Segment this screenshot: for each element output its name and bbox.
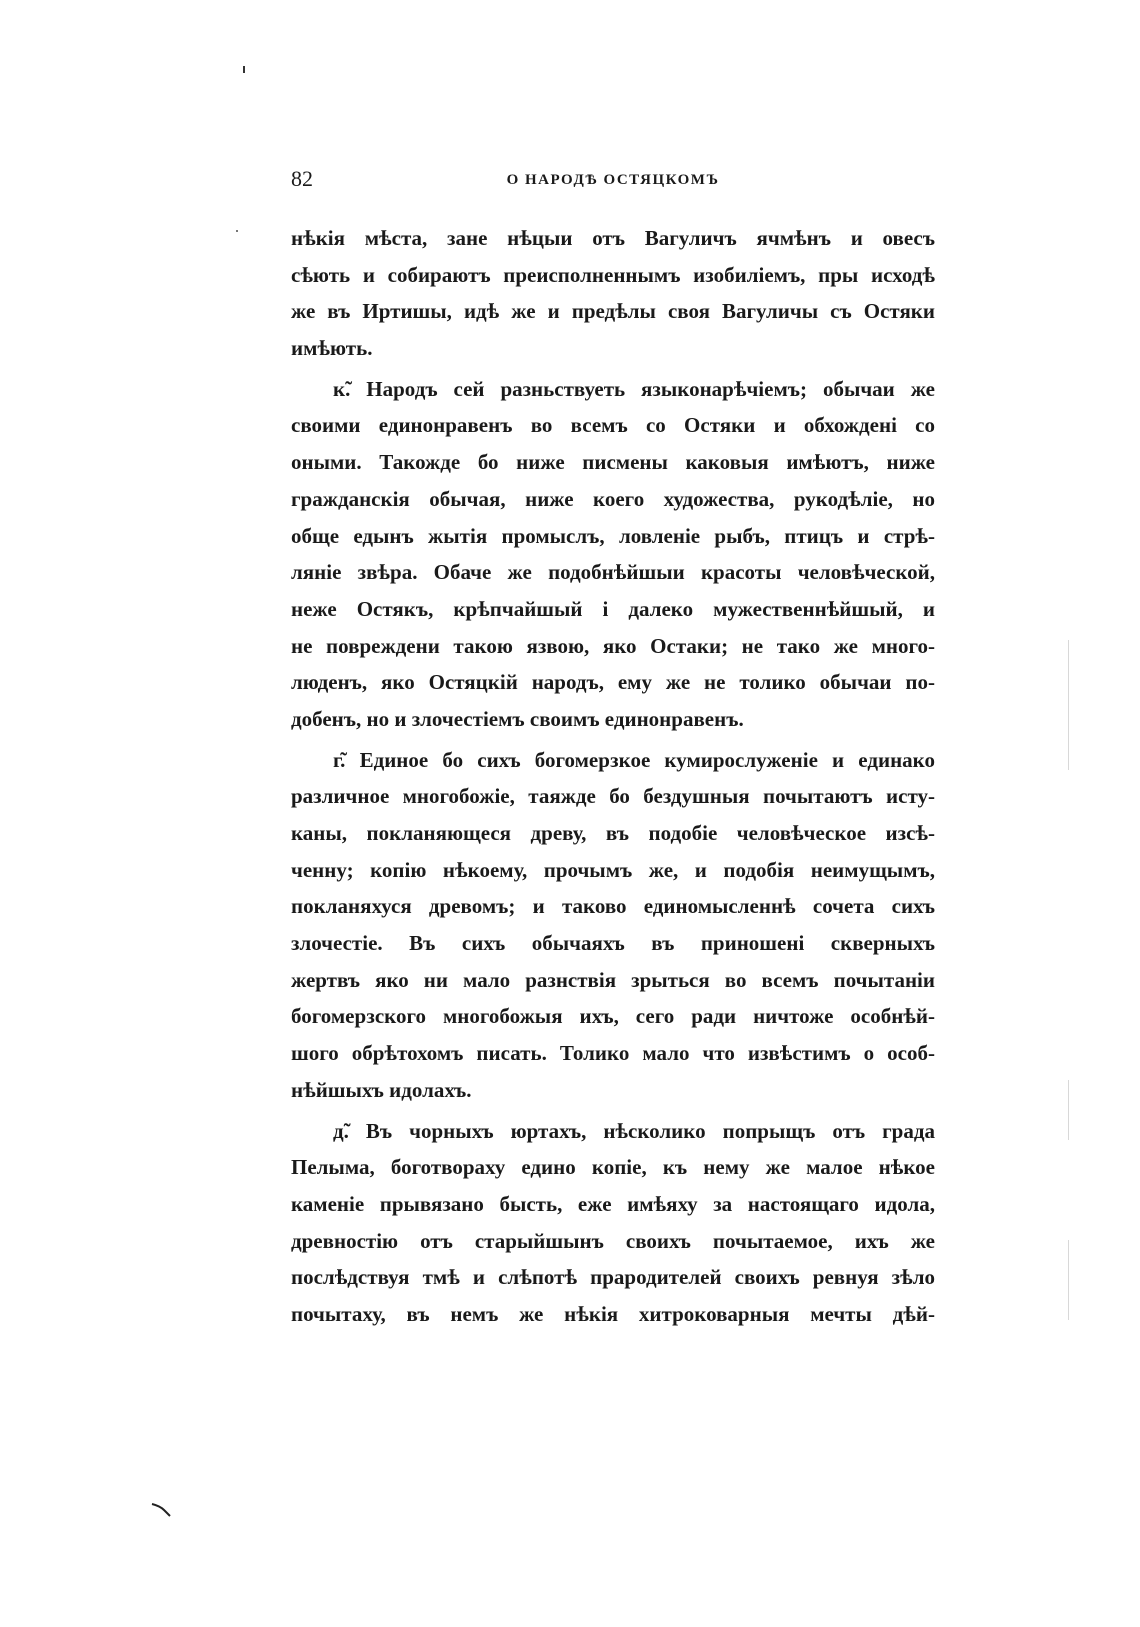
text-line: шого обрѣтохомъ писать. Толико мало что извѣстимъ о особ- bbox=[291, 1041, 935, 1066]
paragraph bbox=[291, 220, 935, 367]
text-line: д̃. Въ чорныхъ юртахъ, нѣсколико попрыщъ отъ града bbox=[333, 1118, 935, 1143]
text-line: к̃. Народъ сей разньствуеть языконарѣчіемъ; обычаи же bbox=[333, 376, 935, 401]
text-line: сѣють и собираютъ преисполненнымъ изобиліемъ, пры исходѣ bbox=[291, 262, 935, 287]
paragraph bbox=[291, 742, 935, 1109]
text-line: добенъ, но и злочестіемъ своимъ единонравенъ. bbox=[291, 706, 744, 731]
text-line: злочестіе. Въ сихъ обычаяхъ въ приношені скверныхъ bbox=[291, 931, 935, 956]
scan-edge-shadow bbox=[1068, 1240, 1069, 1320]
paragraph bbox=[291, 1113, 935, 1333]
text-line: древностію отъ старыйшынъ своихъ почытаемое, ихъ же bbox=[291, 1228, 935, 1253]
text-line: богомерзского многобожыя ихъ, сего ради ничтоже особнѣй- bbox=[291, 1004, 935, 1029]
text-line: нѣйшыхъ идолахъ. bbox=[291, 1077, 472, 1102]
text-line: гражданскія обычая, ниже коего художества, рукодѣліе, но bbox=[291, 486, 935, 511]
scan-speck bbox=[236, 230, 238, 232]
text-line: люденъ, яко Остяцкій народъ, ему же не толико обычаи по- bbox=[291, 670, 935, 695]
text-line: каны, покланяющеся древу, въ подобіе человѣческое изсѣ- bbox=[291, 821, 935, 845]
text-line: Пелыма, боготвораху едино копіе, къ нему же малое нѣкое bbox=[291, 1155, 935, 1180]
text-line: неже Остякъ, крѣпчайшый і далеко мужественнѣйшый, и bbox=[291, 596, 935, 621]
page-number: 82 bbox=[291, 166, 313, 191]
text-line: каменіе прывязано бысть, еже имѣяху за настоящаго идола, bbox=[291, 1191, 935, 1216]
page-header bbox=[291, 166, 935, 198]
scan-edge-shadow bbox=[1068, 1080, 1069, 1140]
text-line: ченну; копію нѣкоему, прочымъ же, и подобія неимущымъ, bbox=[291, 857, 935, 882]
body-text bbox=[291, 220, 935, 1333]
text-line: нѣкія мѣста, зане нѣцыи отъ Вагуличъ ячмѣнъ и овесъ bbox=[291, 226, 935, 250]
text-line: обще едынъ жытія промыслъ, ловленіе рыбъ, птицъ и стрѣ- bbox=[291, 523, 935, 548]
text-line: ляніе звѣра. Обаче же подобнѣйшыи красоты человѣческой, bbox=[291, 560, 935, 585]
text-line: же въ Иртишы, идѣ же и предѣлы своя Вагуличы съ Остяки bbox=[291, 299, 935, 324]
scan-edge-shadow bbox=[1068, 640, 1069, 770]
text-line: не повреждени такою язвою, яко Остаки; не тако же много- bbox=[291, 633, 935, 658]
paragraph bbox=[291, 371, 935, 738]
running-title: О НАРОДѢ ОСТЯЦКОМЪ bbox=[506, 172, 720, 188]
text-line: своими единонравенъ во всемъ со Остяки и обхождені со bbox=[291, 413, 935, 438]
text-line: послѣдствуя тмѣ и слѣпотѣ прародителей своихъ ревнуя зѣло bbox=[291, 1265, 935, 1290]
scan-speck bbox=[243, 66, 245, 73]
text-line: имѣють. bbox=[291, 336, 373, 361]
text-line: г̃. Единое бо сихъ богомерзкое кумирослуженіе и единако bbox=[333, 747, 935, 772]
scan-mark-bottom-left bbox=[150, 1500, 180, 1520]
text-line: различное многобожіе, таяжде бо бездушныя почытаютъ исту- bbox=[291, 784, 935, 809]
text-line: оными. Такожде бо ниже писмены каковыя имѣютъ, ниже bbox=[291, 450, 935, 475]
text-line: жертвъ яко ни мало разнствія зрыться во всемъ почытаніи bbox=[291, 967, 935, 992]
text-line: покланяхуся древомъ; и таково единомысленнѣ сочета сихъ bbox=[291, 894, 935, 919]
text-line: почытаху, въ немъ же нѣкія хитроковарныя мечты дѣй- bbox=[291, 1301, 935, 1326]
